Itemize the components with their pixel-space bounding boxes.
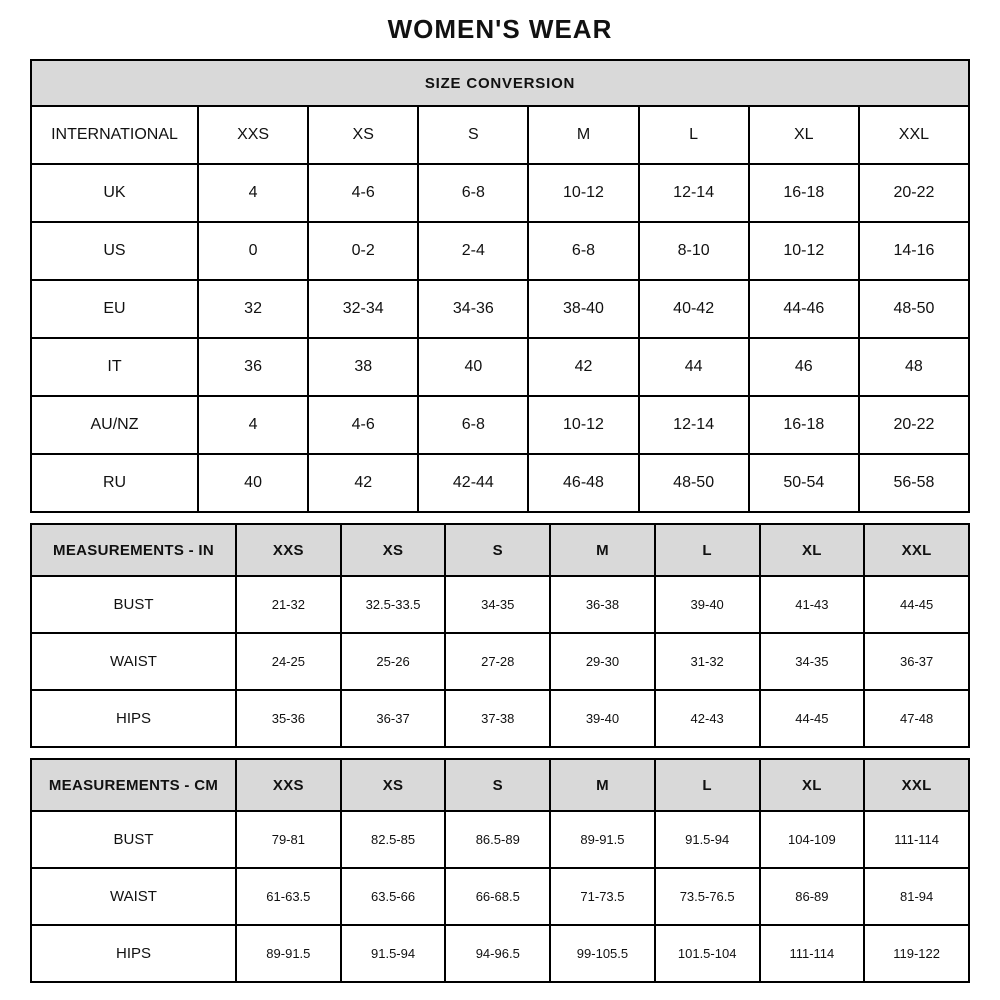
table-row — [31, 925, 969, 982]
value-cell: 101.5-104 — [655, 925, 760, 982]
row-label: RU — [31, 454, 198, 512]
value-cell: 66-68.5 — [445, 868, 550, 925]
size-column-header: XXS — [236, 524, 341, 576]
value-cell: 42 — [308, 454, 418, 512]
size-column-header: S — [445, 524, 550, 576]
size-column-header: XXL — [864, 759, 969, 811]
value-cell: 36 — [198, 338, 308, 396]
table-row — [31, 868, 969, 925]
row-label: IT — [31, 338, 198, 396]
row-label: WAIST — [31, 633, 236, 690]
value-cell: 2-4 — [418, 222, 528, 280]
size-column-header: XL — [760, 759, 865, 811]
value-cell: 27-28 — [445, 633, 550, 690]
table-row — [31, 164, 969, 222]
size_conversion-header-label: INTERNATIONAL — [31, 106, 198, 164]
size-column-header: XL — [760, 524, 865, 576]
value-cell: 73.5-76.5 — [655, 868, 760, 925]
value-cell: 25-26 — [341, 633, 446, 690]
value-cell: 20-22 — [859, 164, 969, 222]
measurements-in-table-body — [31, 524, 969, 747]
value-cell: 48-50 — [859, 280, 969, 338]
value-cell: 48-50 — [639, 454, 749, 512]
value-cell: 46-48 — [528, 454, 638, 512]
value-cell: 40 — [418, 338, 528, 396]
value-cell: 40 — [198, 454, 308, 512]
value-cell: 14-16 — [859, 222, 969, 280]
value-cell: 89-91.5 — [550, 811, 655, 868]
size-column-header: XXL — [859, 106, 969, 164]
value-cell: 42 — [528, 338, 638, 396]
value-cell: 10-12 — [528, 396, 638, 454]
value-cell: 36-37 — [341, 690, 446, 747]
value-cell: 32-34 — [308, 280, 418, 338]
value-cell: 32 — [198, 280, 308, 338]
value-cell: 20-22 — [859, 396, 969, 454]
value-cell: 94-96.5 — [445, 925, 550, 982]
table-row — [31, 454, 969, 512]
value-cell: 10-12 — [528, 164, 638, 222]
value-cell: 48 — [859, 338, 969, 396]
table-row — [31, 280, 969, 338]
size-column-header: M — [528, 106, 638, 164]
value-cell: 44-45 — [760, 690, 865, 747]
value-cell: 86.5-89 — [445, 811, 550, 868]
value-cell: 8-10 — [639, 222, 749, 280]
value-cell: 32.5-33.5 — [341, 576, 446, 633]
table-row — [31, 396, 969, 454]
table-row — [31, 690, 969, 747]
value-cell: 16-18 — [749, 396, 859, 454]
row-label: UK — [31, 164, 198, 222]
value-cell: 38 — [308, 338, 418, 396]
value-cell: 21-32 — [236, 576, 341, 633]
value-cell: 86-89 — [760, 868, 865, 925]
size-column-header: L — [639, 106, 749, 164]
measurements_in-header-label: MEASUREMENTS - IN — [31, 524, 236, 576]
size_conversion-header-row — [31, 106, 969, 164]
row-label: WAIST — [31, 868, 236, 925]
value-cell: 104-109 — [760, 811, 865, 868]
measurements_cm-header-label: MEASUREMENTS - CM — [31, 759, 236, 811]
row-label: EU — [31, 280, 198, 338]
value-cell: 61-63.5 — [236, 868, 341, 925]
row-label: AU/NZ — [31, 396, 198, 454]
size-column-header: S — [418, 106, 528, 164]
value-cell: 111-114 — [864, 811, 969, 868]
size-column-header: S — [445, 759, 550, 811]
value-cell: 50-54 — [749, 454, 859, 512]
value-cell: 4 — [198, 396, 308, 454]
value-cell: 31-32 — [655, 633, 760, 690]
size-conversion-table — [30, 59, 970, 513]
value-cell: 44 — [639, 338, 749, 396]
value-cell: 81-94 — [864, 868, 969, 925]
value-cell: 71-73.5 — [550, 868, 655, 925]
value-cell: 0-2 — [308, 222, 418, 280]
value-cell: 46 — [749, 338, 859, 396]
value-cell: 79-81 — [236, 811, 341, 868]
row-label: BUST — [31, 576, 236, 633]
value-cell: 56-58 — [859, 454, 969, 512]
size-column-header: L — [655, 759, 760, 811]
value-cell: 12-14 — [639, 164, 749, 222]
measurements-in-table — [30, 523, 970, 748]
value-cell: 44-46 — [749, 280, 859, 338]
value-cell: 111-114 — [760, 925, 865, 982]
value-cell: 82.5-85 — [341, 811, 446, 868]
size_conversion-title: SIZE CONVERSION — [31, 60, 969, 106]
size_conversion-title-row — [31, 60, 969, 106]
value-cell: 119-122 — [864, 925, 969, 982]
size-column-header: M — [550, 759, 655, 811]
size-column-header: L — [655, 524, 760, 576]
value-cell: 6-8 — [418, 396, 528, 454]
value-cell: 35-36 — [236, 690, 341, 747]
value-cell: 16-18 — [749, 164, 859, 222]
size-column-header: M — [550, 524, 655, 576]
value-cell: 39-40 — [655, 576, 760, 633]
value-cell: 89-91.5 — [236, 925, 341, 982]
value-cell: 91.5-94 — [341, 925, 446, 982]
table-row — [31, 811, 969, 868]
value-cell: 10-12 — [749, 222, 859, 280]
value-cell: 4 — [198, 164, 308, 222]
size-column-header: XL — [749, 106, 859, 164]
value-cell: 4-6 — [308, 164, 418, 222]
value-cell: 24-25 — [236, 633, 341, 690]
value-cell: 4-6 — [308, 396, 418, 454]
value-cell: 6-8 — [418, 164, 528, 222]
value-cell: 39-40 — [550, 690, 655, 747]
table-row — [31, 338, 969, 396]
value-cell: 44-45 — [864, 576, 969, 633]
table-row — [31, 633, 969, 690]
value-cell: 0 — [198, 222, 308, 280]
value-cell: 99-105.5 — [550, 925, 655, 982]
value-cell: 91.5-94 — [655, 811, 760, 868]
size-column-header: XS — [341, 524, 446, 576]
measurements-cm-table-body — [31, 759, 969, 982]
size-column-header: XXS — [236, 759, 341, 811]
value-cell: 42-43 — [655, 690, 760, 747]
size-conversion-table-body — [31, 60, 969, 512]
size-column-header: XXL — [864, 524, 969, 576]
row-label: US — [31, 222, 198, 280]
row-label: BUST — [31, 811, 236, 868]
value-cell: 34-35 — [445, 576, 550, 633]
value-cell: 40-42 — [639, 280, 749, 338]
table-row — [31, 576, 969, 633]
value-cell: 36-38 — [550, 576, 655, 633]
measurements_cm-header-row — [31, 759, 969, 811]
value-cell: 36-37 — [864, 633, 969, 690]
measurements-cm-table — [30, 758, 970, 983]
value-cell: 63.5-66 — [341, 868, 446, 925]
value-cell: 42-44 — [418, 454, 528, 512]
value-cell: 38-40 — [528, 280, 638, 338]
table-row — [31, 222, 969, 280]
value-cell: 34-36 — [418, 280, 528, 338]
page-title: WOMEN'S WEAR — [387, 14, 613, 44]
measurements_in-header-row — [31, 524, 969, 576]
size-column-header: XXS — [198, 106, 308, 164]
value-cell: 12-14 — [639, 396, 749, 454]
value-cell: 34-35 — [760, 633, 865, 690]
value-cell: 41-43 — [760, 576, 865, 633]
value-cell: 37-38 — [445, 690, 550, 747]
size-column-header: XS — [308, 106, 418, 164]
size-column-header: XS — [341, 759, 446, 811]
value-cell: 6-8 — [528, 222, 638, 280]
row-label: HIPS — [31, 925, 236, 982]
row-label: HIPS — [31, 690, 236, 747]
value-cell: 47-48 — [864, 690, 969, 747]
value-cell: 29-30 — [550, 633, 655, 690]
